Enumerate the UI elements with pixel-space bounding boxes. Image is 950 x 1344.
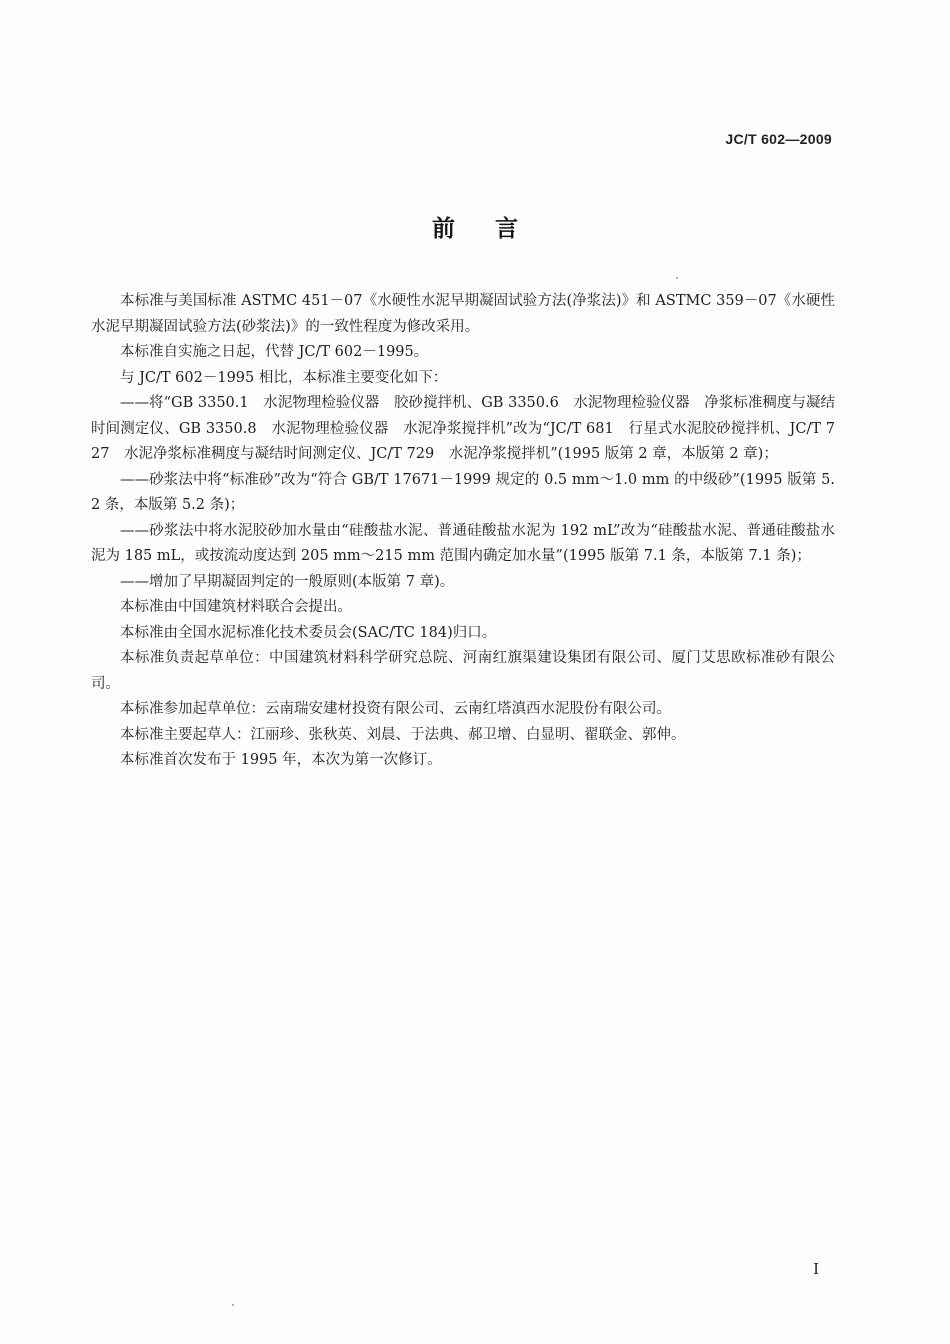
- paragraph-revision-history: 本标准首次发布于 1995 年，本次为第一次修订。: [120, 752, 442, 768]
- standard-code: JC/T 602—2009: [725, 131, 832, 147]
- paragraph-participating-units: 本标准参加起草单位：云南瑞安建材投资有限公司、云南红塔滇西水泥股份有限公司。: [120, 701, 671, 717]
- scan-speck: [676, 277, 678, 279]
- paragraph-changes-intro: 与 JC/T 602－1995 相比，本标准主要变化如下：: [120, 369, 448, 386]
- paragraph-managed-by: 本标准由全国水泥标准化技术委员会(SAC/TC 184)归口。: [120, 624, 497, 641]
- page-number: I: [813, 1260, 819, 1278]
- foreword-body: [91, 289, 835, 774]
- list-item-change-sand: ——砂浆法中将“标准砂”改为“符合 GB/T 17671－1999 规定的 0.5 mm～1.0 mm 的中级砂”(1995 版第 5.2 条，本版第 5.2 条)；: [91, 471, 835, 513]
- paragraph-consistency: 本标准与美国标准 ASTMC 451－07《水硬性水泥早期凝固试验方法(净浆法)》和 ASTMC 359－07《水硬性水泥早期凝固试验方法(砂浆法)》的一致性程度为修改采用。: [91, 293, 835, 335]
- paragraph-supersedes: 本标准自实施之日起，代替 JC/T 602－1995。: [120, 344, 429, 360]
- list-item-change-principle: ——增加了早期凝固判定的一般原则(本版第 7 章)。: [120, 573, 455, 590]
- paragraph-main-drafters: 本标准主要起草人：江丽珍、张秋英、刘晨、于法典、郝卫增、白显明、翟联金、郭伸。: [120, 726, 686, 743]
- page-title: 前言: [432, 216, 558, 242]
- list-item-change-water: ——砂浆法中将水泥胶砂加水量由“硅酸盐水泥、普通硅酸盐水泥为 192 mL”改为“硅酸盐水泥、普通硅酸盐水泥为 185 mL，或按流动度达到 205 mm～215 mm 范围内确定加水量”(1995 版第 7.1 条，本版第 7.1 条)；: [91, 522, 835, 564]
- paragraph-proposed-by: 本标准由中国建筑材料联合会提出。: [120, 599, 352, 615]
- list-item-change-instruments: ——将“GB 3350.1 水泥物理检验仪器 胶砂搅拌机、GB 3350.6 水泥物理检验仪器 净浆标准稠度与凝结时间测定仪、GB 3350.8 水泥物理检验仪器 水泥净浆搅拌机”改为“JC/T 681 行星式水泥胶砂搅拌机、JC/T 727 水泥净浆标准稠度与凝结时间测定仪、JC/T 729 水泥净浆搅拌机”(1995 版第 2 章，本版第 2 章)；: [91, 395, 835, 462]
- paragraph-drafting-units: 本标准负责起草单位：中国建筑材料科学研究总院、河南红旗渠建设集团有限公司、厦门艾思欧标准砂有限公司。: [91, 650, 835, 692]
- scan-speck: [232, 1304, 234, 1306]
